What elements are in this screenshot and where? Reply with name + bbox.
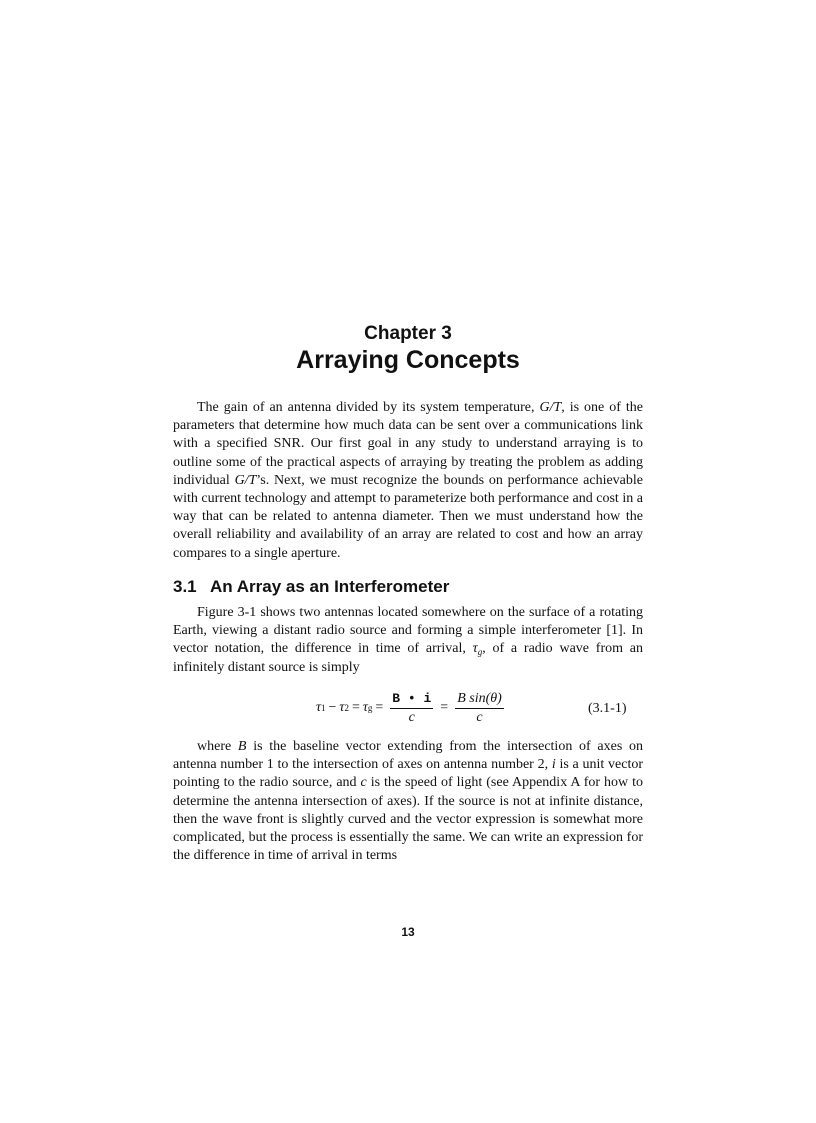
chapter-label: Chapter 3 bbox=[364, 323, 452, 344]
chapter-title: Arraying Concepts bbox=[296, 346, 520, 374]
sine-fraction: $\frac{\text{B sin(θ)}}{c}$ bbox=[457, 690, 502, 725]
page-number: 13 bbox=[401, 925, 415, 939]
paragraph-baseline: where B is the baseline vector extending from the intersection of axes on antenna number 1 to the intersection of axes on antenna number 2, i is a unit vector pointing to the radio source, and c is the speed of light (see Appendix A for how to determine the antenna intersection of axes). If the source is not at infinite distance, then the wave front is slightly curved and the vector expression is somewhat more complicated, but the process is essentially the same. We can write an expression for the difference in time of arrival in terms bbox=[173, 739, 644, 864]
gt-symbol: G/T bbox=[234, 472, 257, 488]
paragraph-interferometer: Figure 3-1 shows two antennas located somewhere on the surface of a rotating Earth, viewing a distant radio source and forming a simple interferometer [1]. In vector notation, the difference in time of arrival, $\tau_g$, of a radio wave from an infinitely distant source is simply bbox=[173, 605, 643, 675]
section-title: An Array as an Interferometer bbox=[210, 577, 450, 596]
equation-number: (3.1-1) bbox=[588, 701, 627, 716]
gt-symbol: G/T bbox=[539, 400, 562, 415]
intro-paragraph: The gain of an antenna divided by its system temperature, G/T, is one of the parameters that determine how much data can be sent over a communications link with a specified SNR. Our first goal in any study to understand arraying is to outline some of the practical aspects of arraying by treating the problem as adding individual G/T’s. Next, we must recognize the bounds on performance achievable with current technology and attempt to parameterize both performance and cost in a way that can be related to antenna diameter. Then we must understand how the overall reliability and availability of an array are related to cost and how an array compares to a single aperture. bbox=[173, 400, 643, 561]
tau-symbol: τ bbox=[472, 641, 478, 657]
dot-product-fraction: $\frac{B • i}{c}$ bbox=[392, 690, 432, 725]
section-number: 3.1 bbox=[173, 577, 197, 596]
tau-subscript: g bbox=[477, 647, 483, 658]
equation: τ 1 − τ 2 = τ g = $\frac{B • i}{c}$ = $\frac{\text{B sin(θ)}}{c}$ bbox=[316, 690, 502, 725]
section-heading bbox=[173, 576, 643, 598]
